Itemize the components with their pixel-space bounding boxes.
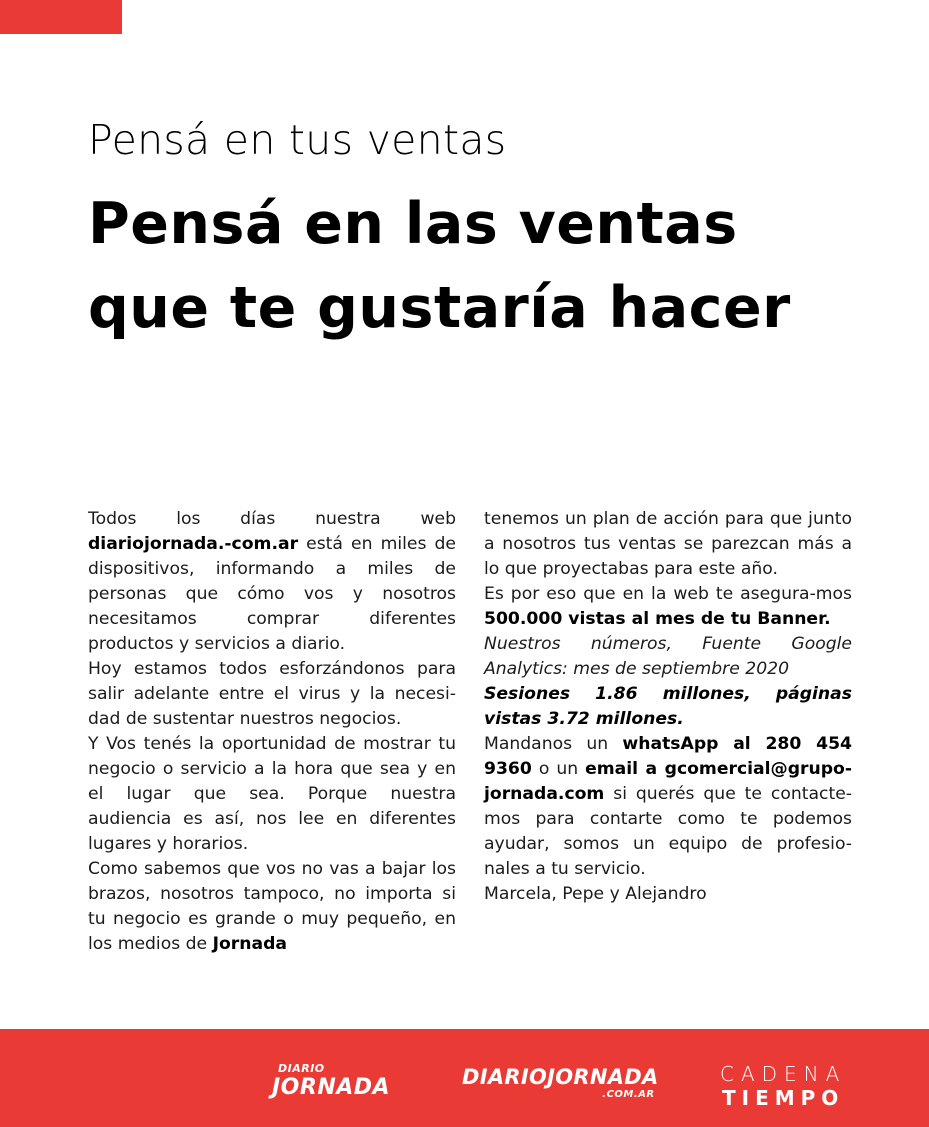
diariojornada-com-ar-logo	[462, 1065, 659, 1101]
email-contact: email a gcomercial@grupo-jornada.com	[484, 759, 852, 804]
paragraph-action-plan: tenemos un plan de acción para que junto a nosotros tus ventas se parezcan más a lo que proyectabas para este año.	[484, 509, 852, 579]
text-run: está en miles de dispositivos, informando a miles de personas que cómo vos y nosotros necesitamos comprar diferentes productos y servicios a diario.	[88, 534, 456, 654]
analytics-source: Nuestros números, Fuente Google Analytics: mes de septiembre 2020	[484, 634, 852, 679]
text-run: Es por eso que en la web te asegura-mos	[484, 584, 852, 604]
red-corner-tab	[0, 0, 122, 34]
headline-line-2: que te gustaría hacer	[88, 275, 791, 341]
text-run: Todos los días nuestra web	[88, 509, 456, 529]
paragraph-web-reach	[88, 507, 456, 657]
text-run: o un	[531, 759, 586, 779]
body-column-right	[484, 507, 852, 907]
session-stats: Sesiones 1.86 millones, páginas vistas 3.72 millones.	[484, 684, 852, 729]
diario-jornada-logo	[272, 1063, 390, 1101]
logo-small-text: .COM.AR	[602, 1089, 655, 1100]
brand-name: Jornada	[212, 934, 288, 954]
ad-subtitle: Pensá en tus ventas	[88, 116, 507, 164]
paragraph-opportunity: Y Vos tenés la oportunidad de mostrar tu negocio o servicio a la hora que sea y en el lugar que sea. Porque nuestra audiencia es así, nos lee en diferentes lugares y horarios.	[88, 734, 456, 854]
logo-small-text: DIARIO	[278, 1062, 325, 1075]
ad-headline	[88, 182, 791, 350]
paragraph-signature: Marcela, Pepe y Alejandro	[484, 884, 707, 904]
text-run: Como sabemos que vos no vas a bajar los brazos, nosotros tampoco, no importa si tu negocio es grande o muy pequeño, en los medios de	[88, 859, 456, 954]
text-run: Mandanos un	[484, 734, 623, 754]
paragraph-contact	[484, 732, 852, 882]
paragraph-source	[484, 632, 852, 682]
text-run: si querés que te contacte-mos para contarte como te podemos ayudar, somos un equipo de profesio-nales a tu servicio.	[484, 784, 852, 879]
paragraph-commitment	[88, 857, 456, 957]
logo-big-text: JORNADA	[272, 1075, 391, 1100]
website-name: diariojornada.-com.ar	[88, 534, 299, 554]
paragraph-views	[484, 582, 852, 632]
logo-bottom-text: TIEMPO	[722, 1086, 845, 1110]
headline-line-1: Pensá en las ventas	[88, 191, 738, 257]
logo-big-text: DIARIOJORNADA	[462, 1065, 659, 1089]
cadena-tiempo-logo	[720, 1062, 846, 1110]
paragraph-stats	[484, 682, 852, 732]
views-highlight: 500.000 vistas al mes de tu Banner.	[484, 609, 831, 629]
logo-top-text: CADENA	[720, 1062, 847, 1086]
body-column-left	[88, 507, 456, 957]
paragraph-effort: Hoy estamos todos esforzándonos para salir adelante entre el virus y la necesi-dad de sustentar nuestros negocios.	[88, 659, 456, 729]
whatsapp-contact: whatsApp al 280 454 9360	[484, 734, 852, 779]
